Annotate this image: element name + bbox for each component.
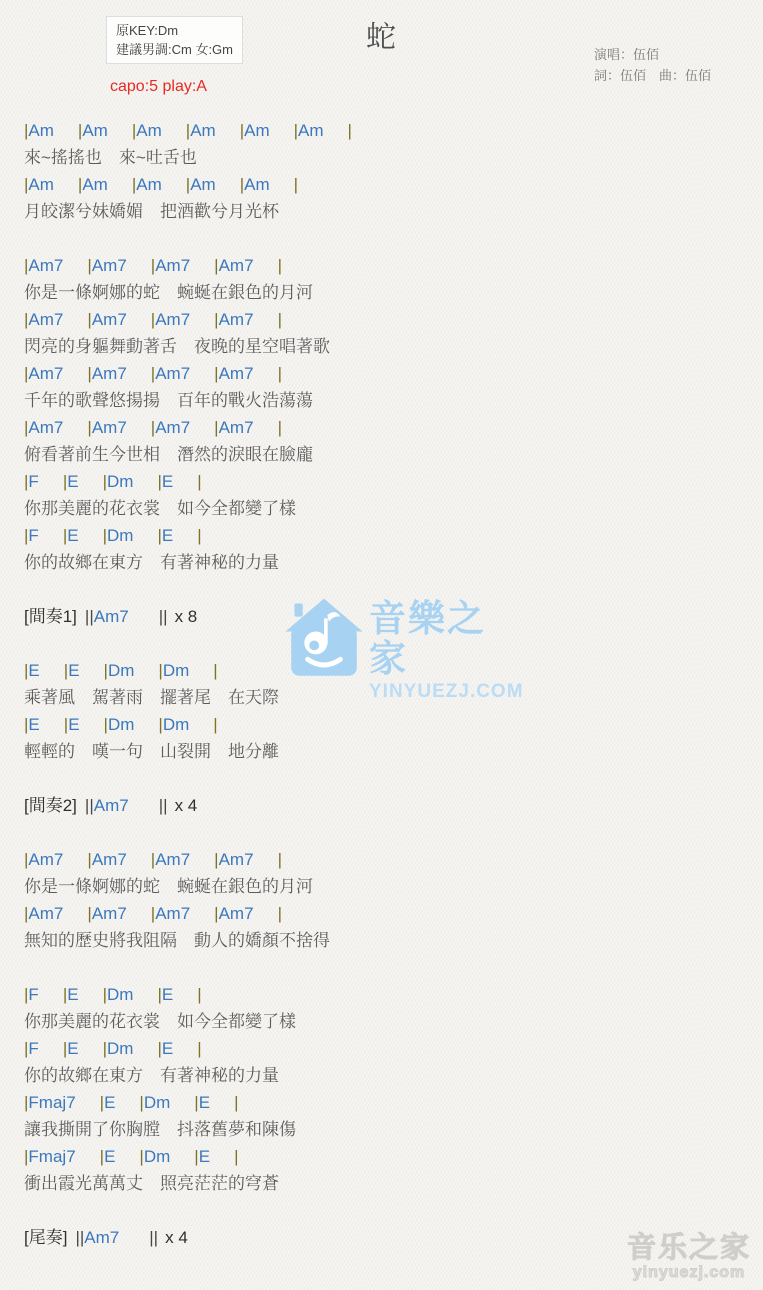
chord-label: Am	[298, 121, 324, 140]
chord-bar	[240, 117, 270, 144]
chord-bar	[186, 171, 216, 198]
chord-bar	[103, 522, 134, 549]
chords-line	[24, 468, 724, 495]
chord-label: Am7	[84, 1228, 120, 1247]
chord-bar	[103, 981, 134, 1008]
bar-separator: |	[102, 1039, 107, 1058]
chord-label: Dm	[143, 1147, 171, 1166]
chord-bar	[24, 711, 40, 738]
original-key: 原KEY:Dm	[116, 23, 179, 38]
chord-bar	[103, 1035, 134, 1062]
chord-bar	[24, 468, 39, 495]
chord-bar	[294, 117, 324, 144]
chord-bar	[63, 522, 79, 549]
chord-bar	[151, 414, 190, 441]
chords-line	[24, 900, 724, 927]
repeat-count: x 4	[174, 796, 198, 815]
chord-bar	[63, 981, 79, 1008]
chord-label: E	[104, 1147, 116, 1166]
bar-separator: |	[77, 175, 83, 194]
chord-label: Am7	[218, 850, 254, 869]
chord-label: Am7	[28, 904, 64, 923]
chord-label: Am7	[93, 607, 129, 626]
double-bar-separator: ||	[158, 796, 168, 815]
chord-bar	[64, 711, 80, 738]
chord-bar	[194, 1089, 210, 1116]
chord-label: Am7	[218, 310, 254, 329]
bar-separator: |	[194, 1093, 199, 1112]
lyric-line: 你的故鄉在東方 有著神秘的力量	[24, 553, 279, 572]
chord-bar	[78, 171, 108, 198]
chord-label: E	[104, 1093, 116, 1112]
chord-label: Am7	[28, 256, 64, 275]
bar-separator: |	[150, 364, 156, 383]
lyric-line: 千年的歌聲悠揚揚 百年的戰火浩蕩蕩	[24, 391, 313, 410]
chord-bar	[78, 117, 108, 144]
lyric-line: 輕輕的 嘆一句 山裂開 地分離	[24, 742, 279, 761]
bar-separator: |	[87, 418, 92, 437]
chord-bar	[151, 252, 190, 279]
bar-separator: |	[24, 418, 29, 437]
bar-separator: |	[24, 1039, 29, 1058]
chords-line	[24, 657, 724, 684]
chord-bar	[104, 657, 135, 684]
chord-bar	[64, 657, 80, 684]
bar-separator: |	[197, 1039, 202, 1058]
chord-label: Am7	[218, 256, 254, 275]
chord-label: Fmaj7	[28, 1147, 76, 1166]
chord-bar	[100, 1089, 116, 1116]
chord-label: Am7	[155, 310, 191, 329]
chord-bar	[63, 468, 79, 495]
blank-line	[24, 1197, 724, 1224]
credits	[594, 44, 711, 86]
bar-separator: |	[234, 1147, 239, 1166]
chord-bar	[194, 1143, 210, 1170]
bar-separator: |	[214, 904, 219, 923]
chord-bar	[151, 900, 190, 927]
bar-separator: |	[150, 256, 156, 275]
blank-line	[24, 765, 724, 792]
chord-label: Dm	[107, 985, 134, 1004]
chord-bar	[87, 900, 126, 927]
bar-separator: |	[63, 661, 69, 680]
chord-label: Dm	[107, 1039, 134, 1058]
bar-separator: |	[24, 472, 29, 491]
bar-separator: |	[62, 1039, 68, 1058]
chord-label: Am	[28, 121, 54, 140]
section-chord-group	[75, 1224, 119, 1251]
section-chord-group	[85, 603, 129, 630]
lyric-line: 無知的歷史將我阻隔 動人的嬌顏不捨得	[24, 931, 330, 950]
chord-label: Am7	[28, 850, 64, 869]
chord-bar	[100, 1143, 116, 1170]
bar-separator: |	[277, 418, 282, 437]
bar-separator: |	[87, 310, 92, 329]
blank-line	[24, 225, 724, 252]
chord-label: Am7	[28, 364, 64, 383]
bar-separator: |	[24, 715, 29, 734]
chord-bar	[157, 468, 173, 495]
chord-bar	[87, 846, 126, 873]
chord-bar	[214, 900, 253, 927]
chord-label: Am7	[91, 418, 127, 437]
chord-bar	[24, 171, 54, 198]
chord-label: E	[68, 715, 80, 734]
lyric-line: 衝出霞光萬萬丈 照亮茫茫的穹蒼	[24, 1174, 279, 1193]
bar-separator: |	[62, 526, 68, 545]
bar-separator: |	[158, 661, 163, 680]
chord-bar	[151, 360, 190, 387]
bar-separator: |	[277, 904, 282, 923]
bar-separator: |	[102, 526, 107, 545]
chord-bar	[240, 171, 270, 198]
watermark-brand: 音樂之家	[369, 598, 486, 679]
bar-separator: |	[131, 175, 137, 194]
chord-label: E	[28, 715, 40, 734]
bar-separator: |	[99, 1147, 105, 1166]
bar-separator: |	[214, 364, 219, 383]
chord-bar	[24, 117, 54, 144]
chords-line	[24, 306, 724, 333]
bar-separator: |	[87, 256, 92, 275]
chord-label: Am7	[93, 796, 129, 815]
chord-bar	[24, 1143, 76, 1170]
chord-bar	[24, 1089, 76, 1116]
section-line	[24, 603, 724, 630]
bar-separator: |	[197, 472, 202, 491]
chord-bar	[87, 306, 126, 333]
lyric-line: 你是一條婀娜的蛇 蜿蜒在銀色的月河	[24, 877, 313, 896]
chord-label: E	[67, 985, 79, 1004]
repeat-count: x 8	[174, 607, 198, 626]
bar-separator: |	[99, 1093, 105, 1112]
chord-label: Am7	[28, 310, 64, 329]
chords-line	[24, 981, 724, 1008]
bar-separator: |	[277, 850, 282, 869]
bar-separator: |	[214, 256, 219, 275]
chord-bar	[87, 252, 126, 279]
bar-separator: |	[157, 526, 162, 545]
bar-separator: |	[103, 661, 108, 680]
chord-bar	[151, 846, 190, 873]
chord-label: Am7	[155, 850, 191, 869]
chord-label: E	[67, 526, 79, 545]
chord-label: F	[28, 526, 39, 545]
blank-line	[24, 630, 724, 657]
bar-separator: |	[24, 256, 29, 275]
lyric-line: 閃亮的身軀舞動著舌 夜晚的星空唱著歌	[24, 337, 330, 356]
chord-bar	[214, 252, 253, 279]
chord-label: Am7	[218, 418, 254, 437]
bar-separator: |	[157, 985, 162, 1004]
watermark-domain: YINYUEZJ.COM	[369, 681, 524, 702]
chord-bar	[158, 711, 189, 738]
chord-bar	[24, 1035, 39, 1062]
chord-label: E	[28, 661, 40, 680]
double-bar-separator: ||	[149, 1228, 159, 1247]
bar-separator: |	[87, 904, 92, 923]
bar-separator: |	[150, 850, 156, 869]
capo-play-info: capo:5 play:A	[110, 78, 207, 95]
chord-label: E	[68, 661, 80, 680]
bar-separator: |	[87, 364, 92, 383]
lyric-line: 讓我撕開了你胸膛 抖落舊夢和陳傷	[24, 1120, 296, 1139]
corner-watermark-domain: yinyuezj.com	[632, 1264, 746, 1281]
lyric-line: 來~搖搖也 來~吐舌也	[24, 148, 197, 167]
chord-label: Am	[82, 175, 108, 194]
chord-label: Am7	[218, 364, 254, 383]
double-bar-separator: ||	[84, 607, 94, 626]
bar-separator: |	[139, 1093, 144, 1112]
bar-separator: |	[157, 472, 162, 491]
bar-separator: |	[24, 175, 29, 194]
chord-label: Am7	[91, 904, 127, 923]
chord-label: Dm	[162, 715, 190, 734]
bar-separator: |	[158, 715, 163, 734]
bar-separator: |	[239, 121, 245, 140]
chord-bar	[24, 846, 63, 873]
chord-label: Am	[136, 121, 162, 140]
lyric-line: 你那美麗的花衣裳 如今全都變了樣	[24, 1012, 296, 1031]
bar-separator: |	[239, 175, 245, 194]
chords-line	[24, 1089, 724, 1116]
chord-label: Am	[244, 121, 270, 140]
chord-bar	[151, 306, 190, 333]
bar-separator: |	[213, 661, 218, 680]
bar-separator: |	[24, 121, 29, 140]
bar-separator: |	[277, 310, 282, 329]
chord-bar	[24, 522, 39, 549]
chord-label: E	[67, 472, 79, 491]
chords-line	[24, 846, 724, 873]
blank-line	[24, 954, 724, 981]
lyric-line: 乘著風 駕著雨 擺著尾 在天際	[24, 688, 279, 707]
chords-line	[24, 171, 724, 198]
chords-line	[24, 414, 724, 441]
bar-separator: |	[150, 310, 156, 329]
bar-separator: |	[157, 1039, 162, 1058]
bar-separator: |	[87, 850, 92, 869]
bar-separator: |	[24, 850, 29, 869]
chord-bar	[103, 468, 134, 495]
bar-separator: |	[185, 175, 191, 194]
bar-separator: |	[24, 310, 29, 329]
chord-label: E	[161, 985, 174, 1004]
chord-bar	[24, 981, 39, 1008]
chords-line	[24, 711, 724, 738]
chords-line	[24, 1035, 724, 1062]
bar-separator: |	[194, 1147, 199, 1166]
chord-label: E	[161, 472, 174, 491]
bar-separator: |	[185, 121, 191, 140]
chord-bar	[139, 1143, 170, 1170]
double-bar-separator: ||	[75, 1228, 85, 1247]
bar-separator: |	[234, 1093, 239, 1112]
chord-bar	[24, 252, 63, 279]
chord-label: Am7	[91, 310, 127, 329]
chord-label: Fmaj7	[28, 1093, 76, 1112]
chord-label: Dm	[143, 1093, 171, 1112]
section-line	[24, 792, 724, 819]
corner-watermark-brand: 音乐之家	[626, 1232, 751, 1264]
chord-bar	[157, 981, 173, 1008]
bar-separator: |	[277, 364, 282, 383]
chord-label: Dm	[107, 526, 134, 545]
song-body	[24, 117, 724, 1251]
chords-line	[24, 117, 724, 144]
chord-bar	[24, 657, 40, 684]
bar-separator: |	[293, 175, 299, 194]
chord-label: F	[28, 472, 39, 491]
chord-label: E	[198, 1147, 211, 1166]
bar-separator: |	[24, 985, 29, 1004]
chord-bar	[87, 414, 126, 441]
chord-bar	[24, 900, 63, 927]
chord-bar	[132, 117, 162, 144]
chord-label: Dm	[107, 472, 134, 491]
chord-label: Am	[28, 175, 54, 194]
double-bar-separator: ||	[84, 796, 94, 815]
chord-bar	[132, 171, 162, 198]
bar-separator: |	[24, 364, 29, 383]
chord-bar	[24, 414, 63, 441]
chord-bar	[139, 1089, 170, 1116]
section-line	[24, 1224, 724, 1251]
chord-label: Dm	[107, 661, 135, 680]
bar-separator: |	[139, 1147, 144, 1166]
repeat-count: x 4	[165, 1228, 188, 1247]
lyric-line: 俯看著前生今世相 潛然的淚眼在臉龐	[24, 445, 313, 464]
lyric-line: 你的故鄉在東方 有著神秘的力量	[24, 1066, 279, 1085]
bar-separator: |	[214, 310, 219, 329]
bar-separator: |	[62, 472, 68, 491]
chord-label: Am	[190, 175, 216, 194]
chord-label: Am7	[218, 904, 254, 923]
chord-label: E	[198, 1093, 211, 1112]
lyric-line: 月皎潔兮妹嬌媚 把酒歡兮月光杯	[24, 202, 279, 221]
double-bar-separator: ||	[158, 607, 168, 626]
chord-label: Am7	[91, 256, 127, 275]
section-label: [尾奏]	[24, 1228, 68, 1247]
chords-line	[24, 1143, 724, 1170]
chord-label: F	[28, 985, 39, 1004]
chord-label: Am7	[155, 256, 191, 275]
chord-label: E	[161, 526, 174, 545]
bar-separator: |	[77, 121, 83, 140]
chord-label: Am7	[155, 418, 191, 437]
chord-bar	[157, 1035, 173, 1062]
chord-bar	[24, 360, 63, 387]
bar-separator: |	[102, 985, 107, 1004]
chord-label: Am	[82, 121, 108, 140]
blank-line	[24, 819, 724, 846]
section-label: [間奏2]	[24, 796, 77, 815]
bar-separator: |	[102, 472, 107, 491]
chord-bar	[214, 414, 253, 441]
lyric-line: 你那美麗的花衣裳 如今全都變了樣	[24, 499, 296, 518]
bar-separator: |	[24, 1147, 29, 1166]
bar-separator: |	[63, 715, 69, 734]
bar-separator: |	[214, 850, 219, 869]
bar-separator: |	[197, 985, 202, 1004]
section-chord-group	[85, 792, 129, 819]
lyricist-composer: 詞：伍佰 曲：伍佰	[593, 68, 711, 83]
bar-separator: |	[214, 418, 219, 437]
chord-bar	[87, 360, 126, 387]
chord-bar	[214, 360, 253, 387]
chord-label: F	[28, 1039, 39, 1058]
lyric-line: 你是一條婀娜的蛇 蜿蜒在銀色的月河	[24, 283, 313, 302]
chord-label: Dm	[162, 661, 190, 680]
chord-label: Am7	[91, 850, 127, 869]
chord-bar	[158, 657, 189, 684]
bar-separator: |	[293, 121, 299, 140]
suggested-keys: 建議男調:Cm 女:Gm	[116, 42, 233, 57]
bar-separator: |	[277, 256, 282, 275]
chord-label: Am7	[28, 418, 64, 437]
chord-label: Am	[190, 121, 216, 140]
key-info-box	[106, 16, 243, 64]
bar-separator: |	[150, 418, 156, 437]
chord-bar	[214, 306, 253, 333]
bar-separator: |	[131, 121, 137, 140]
bar-separator: |	[150, 904, 156, 923]
bar-separator: |	[24, 1093, 29, 1112]
chords-line	[24, 522, 724, 549]
bar-separator: |	[347, 121, 352, 140]
song-title: 蛇	[366, 21, 397, 54]
chord-label: E	[161, 1039, 174, 1058]
bar-separator: |	[62, 985, 68, 1004]
section-label: [間奏1]	[24, 607, 77, 626]
chords-line	[24, 252, 724, 279]
chords-line	[24, 360, 724, 387]
chord-bar	[214, 846, 253, 873]
chord-label: Am7	[155, 364, 191, 383]
chord-label: Am	[244, 175, 270, 194]
bar-separator: |	[103, 715, 108, 734]
chord-bar	[24, 306, 63, 333]
chord-label: Dm	[107, 715, 135, 734]
blank-line	[24, 576, 724, 603]
chord-bar	[63, 1035, 79, 1062]
chord-label: Am7	[155, 904, 191, 923]
bar-separator: |	[24, 904, 29, 923]
chord-bar	[157, 522, 173, 549]
bar-separator: |	[197, 526, 202, 545]
chord-label: E	[67, 1039, 79, 1058]
bar-separator: |	[24, 526, 29, 545]
chord-bar	[104, 711, 135, 738]
chord-label: Am	[136, 175, 162, 194]
chord-bar	[186, 117, 216, 144]
performer: 演唱：伍佰	[593, 47, 659, 62]
chord-label: Am7	[91, 364, 127, 383]
bar-separator: |	[24, 661, 29, 680]
bar-separator: |	[213, 715, 218, 734]
